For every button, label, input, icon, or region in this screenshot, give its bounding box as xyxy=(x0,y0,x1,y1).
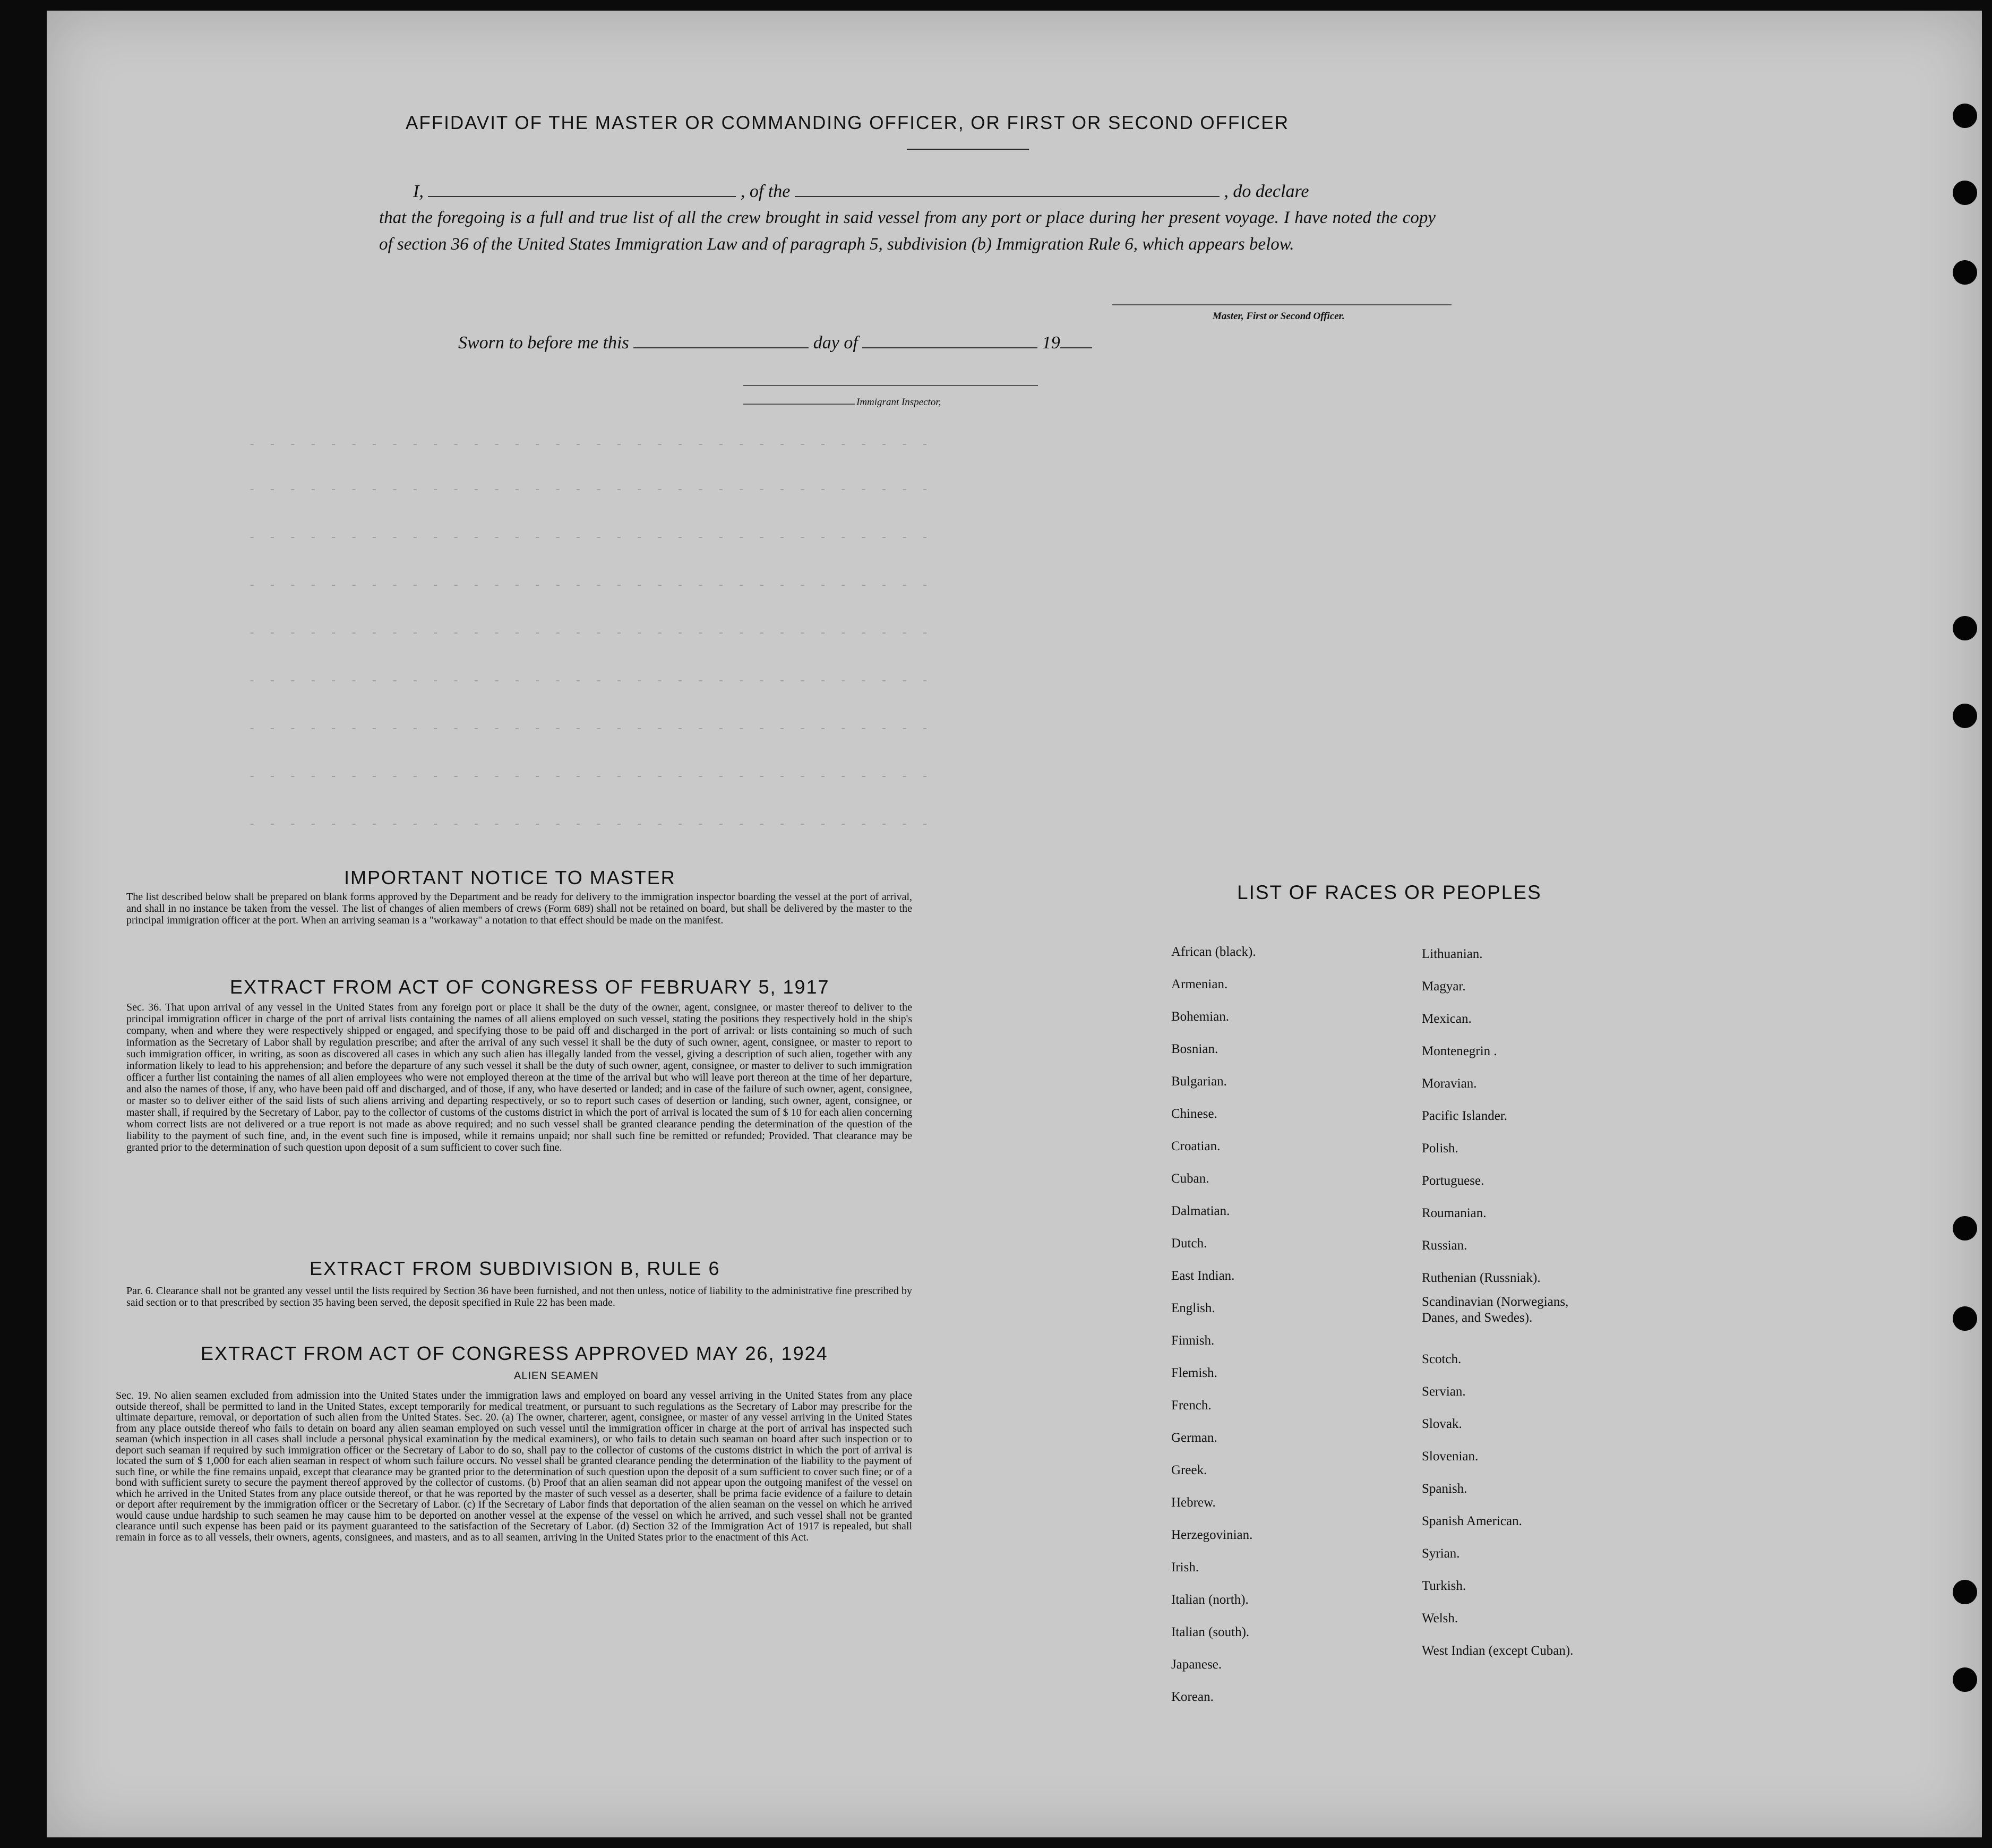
races-right-column xyxy=(1422,938,1624,1667)
race-item: English. xyxy=(1171,1301,1215,1315)
year-blank[interactable] xyxy=(1060,347,1092,348)
race-item: Chinese. xyxy=(1171,1107,1217,1121)
sworn-month-blank[interactable] xyxy=(862,347,1037,348)
extract-rule6-title: EXTRACT FROM SUBDIVISION B, RULE 6 xyxy=(310,1257,720,1279)
affidavit-of-the: , of the xyxy=(740,182,791,201)
binder-hole xyxy=(1953,1580,1977,1604)
extract-1917-text: Sec. 36. That upon arrival of any vessel in the United States from any foreign port or place it shall be the duty of the owner, agent, consignee, or master thereof to deliver to the principal immigration officer in charge of the port of arrival lists containing the names of all aliens employed on such vessel, stating the positions they respectively hold in the ship's company, when and where they were respectively shipped or engaged, and specifying those to be paid off and discharged in the port of arrival: or lists containing so much of such information as the Secretary of Labor shall by regulation prescribe; and after the arrival of any such vessel it shall be the duty of such owner, agent, consignee, or master to report to such immigration officer, in writing, as soon as discovered all cases in which any such alien has illegally landed from the vessel, giving a description of such alien, together with any information likely to lead to his apprehension; and before the departure of any such vessel it shall be the duty of such owner, agent, consignee, or master to deliver to such immigration officer a further list containing the names of all alien employees who were not employed thereon at the time of the arrival but who will leave port thereon at the time of her departure, and also the names of those, if any, who have been paid off and discharged, and of those, if any, who have deserted or landed; and in case of the failure of such owner, agent, consignee, or master so to deliver either of the said lists of such aliens arriving and departing respectively, or so to report such cases of desertion or landing, such owner, agent, consignee, or master shall, if required by the Secretary of Labor, pay to the collector of customs of the customs district in which the port of arrival is located the sum of $ 10 for each alien concerning whom correct lists are not delivered or a true report is not made as above required; and no such vessel shall be granted clearance pending the determination of the question of the liability to the payment of such fine, and, in the event such fine is imposed, while it remains unpaid; nor shall such fine be remitted or refunded; Provided. That clearance may be granted prior to the determination of such question upon deposit of a sum sufficient to cover such fine. xyxy=(126,1002,912,1153)
notice-title: IMPORTANT NOTICE TO MASTER xyxy=(344,867,676,888)
race-item: Roumanian. xyxy=(1422,1206,1487,1220)
race-item: Turkish. xyxy=(1422,1579,1466,1593)
race-item: Bohemian. xyxy=(1171,1009,1230,1024)
binder-hole xyxy=(1953,1667,1977,1692)
race-item: Pacific Islander. xyxy=(1422,1109,1508,1123)
race-item: Lithuanian. xyxy=(1422,947,1483,961)
divider xyxy=(907,149,1029,150)
race-item: African (black). xyxy=(1171,945,1256,959)
inspector-line-lead xyxy=(743,404,855,405)
inspector-label: Immigrant Inspector, xyxy=(856,397,941,408)
affidavit-title: AFFIDAVIT OF THE MASTER OR COMMANDING OFFICER, OR FIRST OR SECOND OFFICER xyxy=(406,113,1290,133)
master-label: Master, First or Second Officer. xyxy=(1213,311,1345,322)
race-item: Croatian. xyxy=(1171,1139,1221,1153)
race-item: Herzegovinian. xyxy=(1171,1528,1253,1542)
race-item: Flemish. xyxy=(1171,1366,1217,1380)
extract-rule6-text: Par. 6. Clearance shall not be granted any vessel until the lists required by Section 36 have been furnished, and not then unless, notice of liability to the administrative fine prescribed by said section or to that prescribed by section 35 having been served, the deposit specified in Rule 22 has been made. xyxy=(126,1285,912,1308)
race-item: Polish. xyxy=(1422,1141,1458,1156)
vessel-blank[interactable] xyxy=(795,196,1220,197)
sworn-text: Sworn to before me this xyxy=(458,333,629,353)
extract-1924-title: EXTRACT FROM ACT OF CONGRESS APPROVED MAY 26, 1924 xyxy=(201,1342,828,1364)
races-title: LIST OF RACES OR PEOPLES xyxy=(1237,882,1542,903)
notice-text: The list described below shall be prepared on blank forms approved by the Department and be ready for delivery to the immigration inspector boarding the vessel at the port of arrival, and shall in no instance be taken from the vessel. The list of changes of alien members of crews (Form 689) shall not be retained on board, but shall be delivered by the master to the principal immigration officer at the port. When an arriving seaman is a "workaway" a notation to that effect should be made on the manifest. xyxy=(126,891,912,926)
race-item: Russian. xyxy=(1422,1238,1467,1253)
race-item: Japanese. xyxy=(1171,1657,1222,1672)
inspector-signature-line[interactable] xyxy=(743,385,1038,386)
race-item: Hebrew. xyxy=(1171,1495,1216,1510)
binder-hole xyxy=(1953,616,1977,640)
race-item: Armenian. xyxy=(1171,977,1228,991)
race-item: Scotch. xyxy=(1422,1352,1462,1366)
race-item: Servian. xyxy=(1422,1384,1466,1399)
race-item: Slovenian. xyxy=(1422,1449,1479,1464)
race-item: Spanish American. xyxy=(1422,1514,1522,1528)
race-item: Italian (south). xyxy=(1171,1625,1250,1639)
year-prefix: 19 xyxy=(1042,333,1060,353)
race-item: Cuban. xyxy=(1171,1171,1209,1186)
race-item: Spanish. xyxy=(1422,1482,1467,1496)
race-item: Korean. xyxy=(1171,1690,1214,1704)
race-item: Syrian. xyxy=(1422,1546,1460,1561)
race-item: Welsh. xyxy=(1422,1611,1458,1625)
race-item: French. xyxy=(1171,1398,1212,1413)
race-item: Montenegrin . xyxy=(1422,1044,1497,1058)
race-item: Portuguese. xyxy=(1422,1174,1484,1188)
races-left-column xyxy=(1171,936,1394,1713)
race-item: Bulgarian. xyxy=(1171,1074,1227,1089)
day-of-text: day of xyxy=(813,333,858,353)
race-item: Italian (north). xyxy=(1171,1593,1249,1607)
race-item: Slovak. xyxy=(1422,1417,1462,1431)
binder-hole xyxy=(1953,1216,1977,1240)
name-blank[interactable] xyxy=(428,196,736,197)
race-item: Magyar. xyxy=(1422,979,1466,994)
binder-hole xyxy=(1953,104,1977,128)
race-item: Scandinavian (Norwegians, Danes, and Swedes). xyxy=(1422,1295,1569,1325)
affidavit-body: that the foregoing is a full and true list of all the crew brought in said vessel from any port or place during her present voyage. I have noted the copy of section 36 of the United States Immigration Law and of paragraph 5, subdivision (b) Immigration Rule 6, which appears below. xyxy=(379,208,1436,254)
race-item: Bosnian. xyxy=(1171,1042,1218,1056)
race-item: West Indian (except Cuban). xyxy=(1422,1644,1574,1658)
binder-hole xyxy=(1953,1306,1977,1331)
extract-1924-text: Sec. 19. No alien seamen excluded from admission into the United States under the immigration laws and employed on board any vessel arriving in the United States from any place outside thereof, shall be permitted to land in the United States, except temporarily for medical treatment, or pursuant to such regulations as the Secretary of Labor may prescribe for the ultimate departure, removal, or deportation of such alien from the United States. Sec. 20. (a) The owner, charterer, agent, consignee, or master of any vessel arriving in the United States from any place outside thereof who fails to detain on board any alien seaman employed on such vessel until the immigration officer in charge at the port of arrival has inspected such seaman (which inspection in all cases shall include a personal physical examination by the medical examiners), or who fails to detain such seaman on board after such inspection or to deport such seaman if required by such immigration officer or the Secretary of Labor to do so, shall pay to the collector of customs of the customs district in which the port of arrival is located the sum of $ 1,000 for each alien seaman in respect of whom such failure occurs. No vessel shall be granted clearance pending the determination of the liability to the payment of such fine, or while the fine remains unpaid, except that clearance may be granted prior to the determination of such question upon the deposit of a sum sufficient to cover such fine; or of a bond with sufficient surety to secure the payment thereof approved by the collector of customs. (b) Proof that an alien seaman did not appear upon the outgoing manifest of the vessel on which he arrived in the United States from any place outside thereof, or that he was reported by the master of such vessel as a deserter, shall be prima facie evidence of a failure to detain or deport after requirement by the immigration officer or the Secretary of Labor. (c) If the Secretary of Labor finds that deportation of the alien seaman on the vessel on which he arrived would cause undue hardship to such seamen he may cause him to be deported on another vessel at the expense of the vessel on which he arrived, and such vessel shall not be granted clearance until such expense has been paid or its payment guaranteed to the satisfaction of the Secretary of Labor. (d) Section 32 of the Immigration Act of 1917 is repealed, but shall remain in force as to all vessels, their owners, agents, consignees, and masters, and as to all seamen, arriving in the United States prior to the enactment of this Act. xyxy=(116,1390,912,1543)
binder-hole xyxy=(1953,181,1977,205)
race-item: Greek. xyxy=(1171,1463,1207,1477)
manifest-back-page: - - - - - - - - - - - - - - - - - - - - - - - - - - - - - - - - - - - - - - - - - - - - - - - - - - - - - - - - - - - - - - - - - - - - - - - - - - - - - - - - - - - - - - - - - - - - - - - - - - - - - - - - - - - - - - - - - - - - - - - - - - - - - - - - - - - - - - - - - - - - - - - - - - - - - - - - - - - - - - - - - - - - - - - - - - - - - - - - - - - - - - - - - - - - - - - - - - - - - - - - - - - - - - - - - - - - - - - - - - - - - - - - - - - - - - - - - - - - - - - - - - - - - - - - - - - - - - - - - - - - - - - - - - - - - - - - - - - - - - - - - - - - - - - - - - - - - - - - - - - - - - - - - - AFFIDAVIT OF THE MASTER OR COMMANDING OFFICER, OR FIRST OR SECOND OFFICER I, , of the , do declare that the foregoing is a full and true list of all the crew brought in said vessel from any port or place during her present voyage. I have noted the copy of section 36 of the United States Immigration Law and of paragraph 5, subdivision (b) Immigration Rule 6, which appears below. Master, First or Second Officer. Sworn to before me this day of 19 Immigrant Inspector, IMPORTANT NOTICE TO MASTER The list described below shall be prepared on blank forms approved by the Department and be ready for delivery to the immigration inspector boarding the vessel at the port of arrival, and shall in no instance be taken from the vessel. The list of changes of alien members of crews (Form 689) shall not be retained on board, but shall be delivered by the master to the principal immigration officer at the port. When an arriving seaman is a "workaway" a notation to that effect should be made on the manifest. EXTRACT FROM ACT OF CONGRESS OF FEBRUARY 5, 1917 Sec. 36. That upon arrival of any vessel in the United States from any foreign port or place it shall be the duty of the owner, agent, consignee, or master thereof to deliver to the principal immigration officer in charge of the port of arrival lists containing the names of all aliens employed on such vessel, stating the positions they respectively hold in the ship's company, when and where they were respectively shipped or engaged, and specifying those to be paid off and discharged in the port of arrival: or lists containing so much of such information as the Secretary of Labor shall by regulation prescribe; and after the arrival of any such vessel it shall be the duty of such owner, agent, consignee, or master to report to such immigration officer, in writing, as soon as discovered all cases in which any such alien has illegally landed from the vessel, giving a description of such alien, together with any information likely to lead to his apprehension; and before the departure of any such vessel it shall be the duty of such owner, agent, consignee, or master to deliver to such immigration officer a further list containing the names of all alien employees who were not employed thereon at the time of the arrival but who will leave port thereon at the time of her departure, and also the names of those, if any, who have been paid off and discharged, and of those, if any, who have deserted or landed; and in case of the failure of such owner, agent, consignee, or master so to deliver either of the said lists of such aliens arriving and departing respectively, or so to report such cases of desertion or landing, such owner, agent, consignee, or master shall, if required by the Secretary of Labor, pay to the collector of customs of the customs district in which the port of arrival is located the sum of $ 10 for each alien concerning whom correct lists are not delivered or a true report is not made as above required; and no such vessel shall be granted clearance pending the determination of the question of the liability to the payment of such fine, and, in the event such fine is imposed, while it remains unpaid; nor shall such fine be remitted or refunded; Provided. That clearance may be granted prior to the determination of such question upon deposit of a sum sufficient to cover such fine. EXTRACT FROM SUBDIVISION B, RULE 6 Par. 6. Clearance shall not be granted any vessel until the lists required by Section 36 have been furnished, and not then unless, notice of liability to the administrative fine prescribed by said section or to that prescribed by section 35 having been served, the deposit specified in Rule 22 has been made. EXTRACT FROM ACT OF CONGRESS APPROVED MAY 26, 1924 ALIEN SEAMEN Sec. 19. No alien seamen excluded from admission into the United States under the immigration laws and employed on board any vessel arriving in the United States from any place outside thereof, shall be permitted to land in the United States, except temporarily for medical treatment, or pursuant to such regulations as the Secretary of Labor may prescribe for the ultimate departure, removal, or deportation of such alien from the United States. Sec. 20. (a) The owner, charterer, agent, consignee, or master of any vessel arriving in the United States from any place outside thereof who fails to detain on board any alien seaman employed on such vessel until the immigration officer in charge at the port of arrival has inspected such seaman (which inspection in all cases shall include a personal physical examination by the medical examiners), or who fails to detain such seaman on board after such inspection or to deport such seaman if required by such immigration officer or the Secretary of Labor to do so, shall pay to the collector of customs of the customs district in which the port of arrival is located the sum of $ 1,000 for each alien seaman in respect of whom such failure occurs. No vessel shall be granted clearance pending the determination of the liability to the payment of such fine, or while the fine remains unpaid, except that clearance may be granted prior to the determination of such question upon the deposit of a sum sufficient to cover such fine; or of a bond with sufficient surety to secure the payment thereof approved by the collector of customs. (b) Proof that an alien seaman did not appear upon the outgoing manifest of the vessel on which he arrived in the United States from any place outside thereof, or that he was reported by the master of such vessel as a deserter, shall be prima facie evidence of a failure to detain or deport after requirement by the immigration officer or the Secretary of Labor. (c) If the Secretary of Labor finds that deportation of the alien seaman on the vessel on which he arrived would cause undue hardship to such seamen he may cause him to be deported on another vessel at the expense of the vessel on which he arrived, and such vessel shall not be granted clearance until such expense has been paid or its payment guaranteed to the satisfaction of the Secretary of Labor. (d) Section 32 of the Immigration Act of 1917 is repealed, but shall remain in force as to all vessels, their owners, agents, consignees, and masters, and as to all seamen, arriving in the United States prior to the enactment of this Act. LIST OF RACES OR PEOPLES African (black). Armenian. Bohemian. Bosnian. Bulgarian. Chinese. Croatian. Cuban. Dalmatian. Dutch. East Indian. English. Finnish. Flemish. French. German. Greek. Hebrew. Herzegovinian. Irish. Italian (north). Italian (south). Japanese. Korean. Lithuanian. Magyar. Mexican. Montenegrin . Moravian. Pacific Islander. Polish. Portuguese. Roumanian. Russian. Ruthenian (Russniak). Scandinavian (Norwegians, Danes, and Swedes). Scotch. Servian. Slovak. Slovenian. Spanish. Spanish American. Syrian. Turkish. Welsh. West Indian (except Cuban). xyxy=(47,11,1982,1837)
race-item: Moravian. xyxy=(1422,1076,1477,1091)
race-item: Ruthenian (Russniak). xyxy=(1422,1271,1541,1285)
sworn-day-blank[interactable] xyxy=(633,347,809,348)
binder-hole xyxy=(1953,260,1977,285)
race-item: Mexican. xyxy=(1422,1012,1472,1026)
race-item: Finnish. xyxy=(1171,1333,1215,1348)
race-item: German. xyxy=(1171,1431,1217,1445)
extract-1917-title: EXTRACT FROM ACT OF CONGRESS OF FEBRUARY 5, 1917 xyxy=(230,976,830,998)
affidavit-i: I, xyxy=(413,182,424,201)
race-item: Dutch. xyxy=(1171,1236,1207,1251)
binder-hole xyxy=(1953,704,1977,728)
extract-1924-subtitle: ALIEN SEAMEN xyxy=(514,1370,599,1382)
affidavit-declare: , do declare xyxy=(1224,182,1309,201)
master-signature-line[interactable] xyxy=(1112,304,1452,305)
race-item: Dalmatian. xyxy=(1171,1204,1230,1218)
race-item: Irish. xyxy=(1171,1560,1199,1575)
affidavit-first-line xyxy=(413,182,1454,202)
race-item: East Indian. xyxy=(1171,1269,1235,1283)
sworn-line xyxy=(458,333,1092,353)
